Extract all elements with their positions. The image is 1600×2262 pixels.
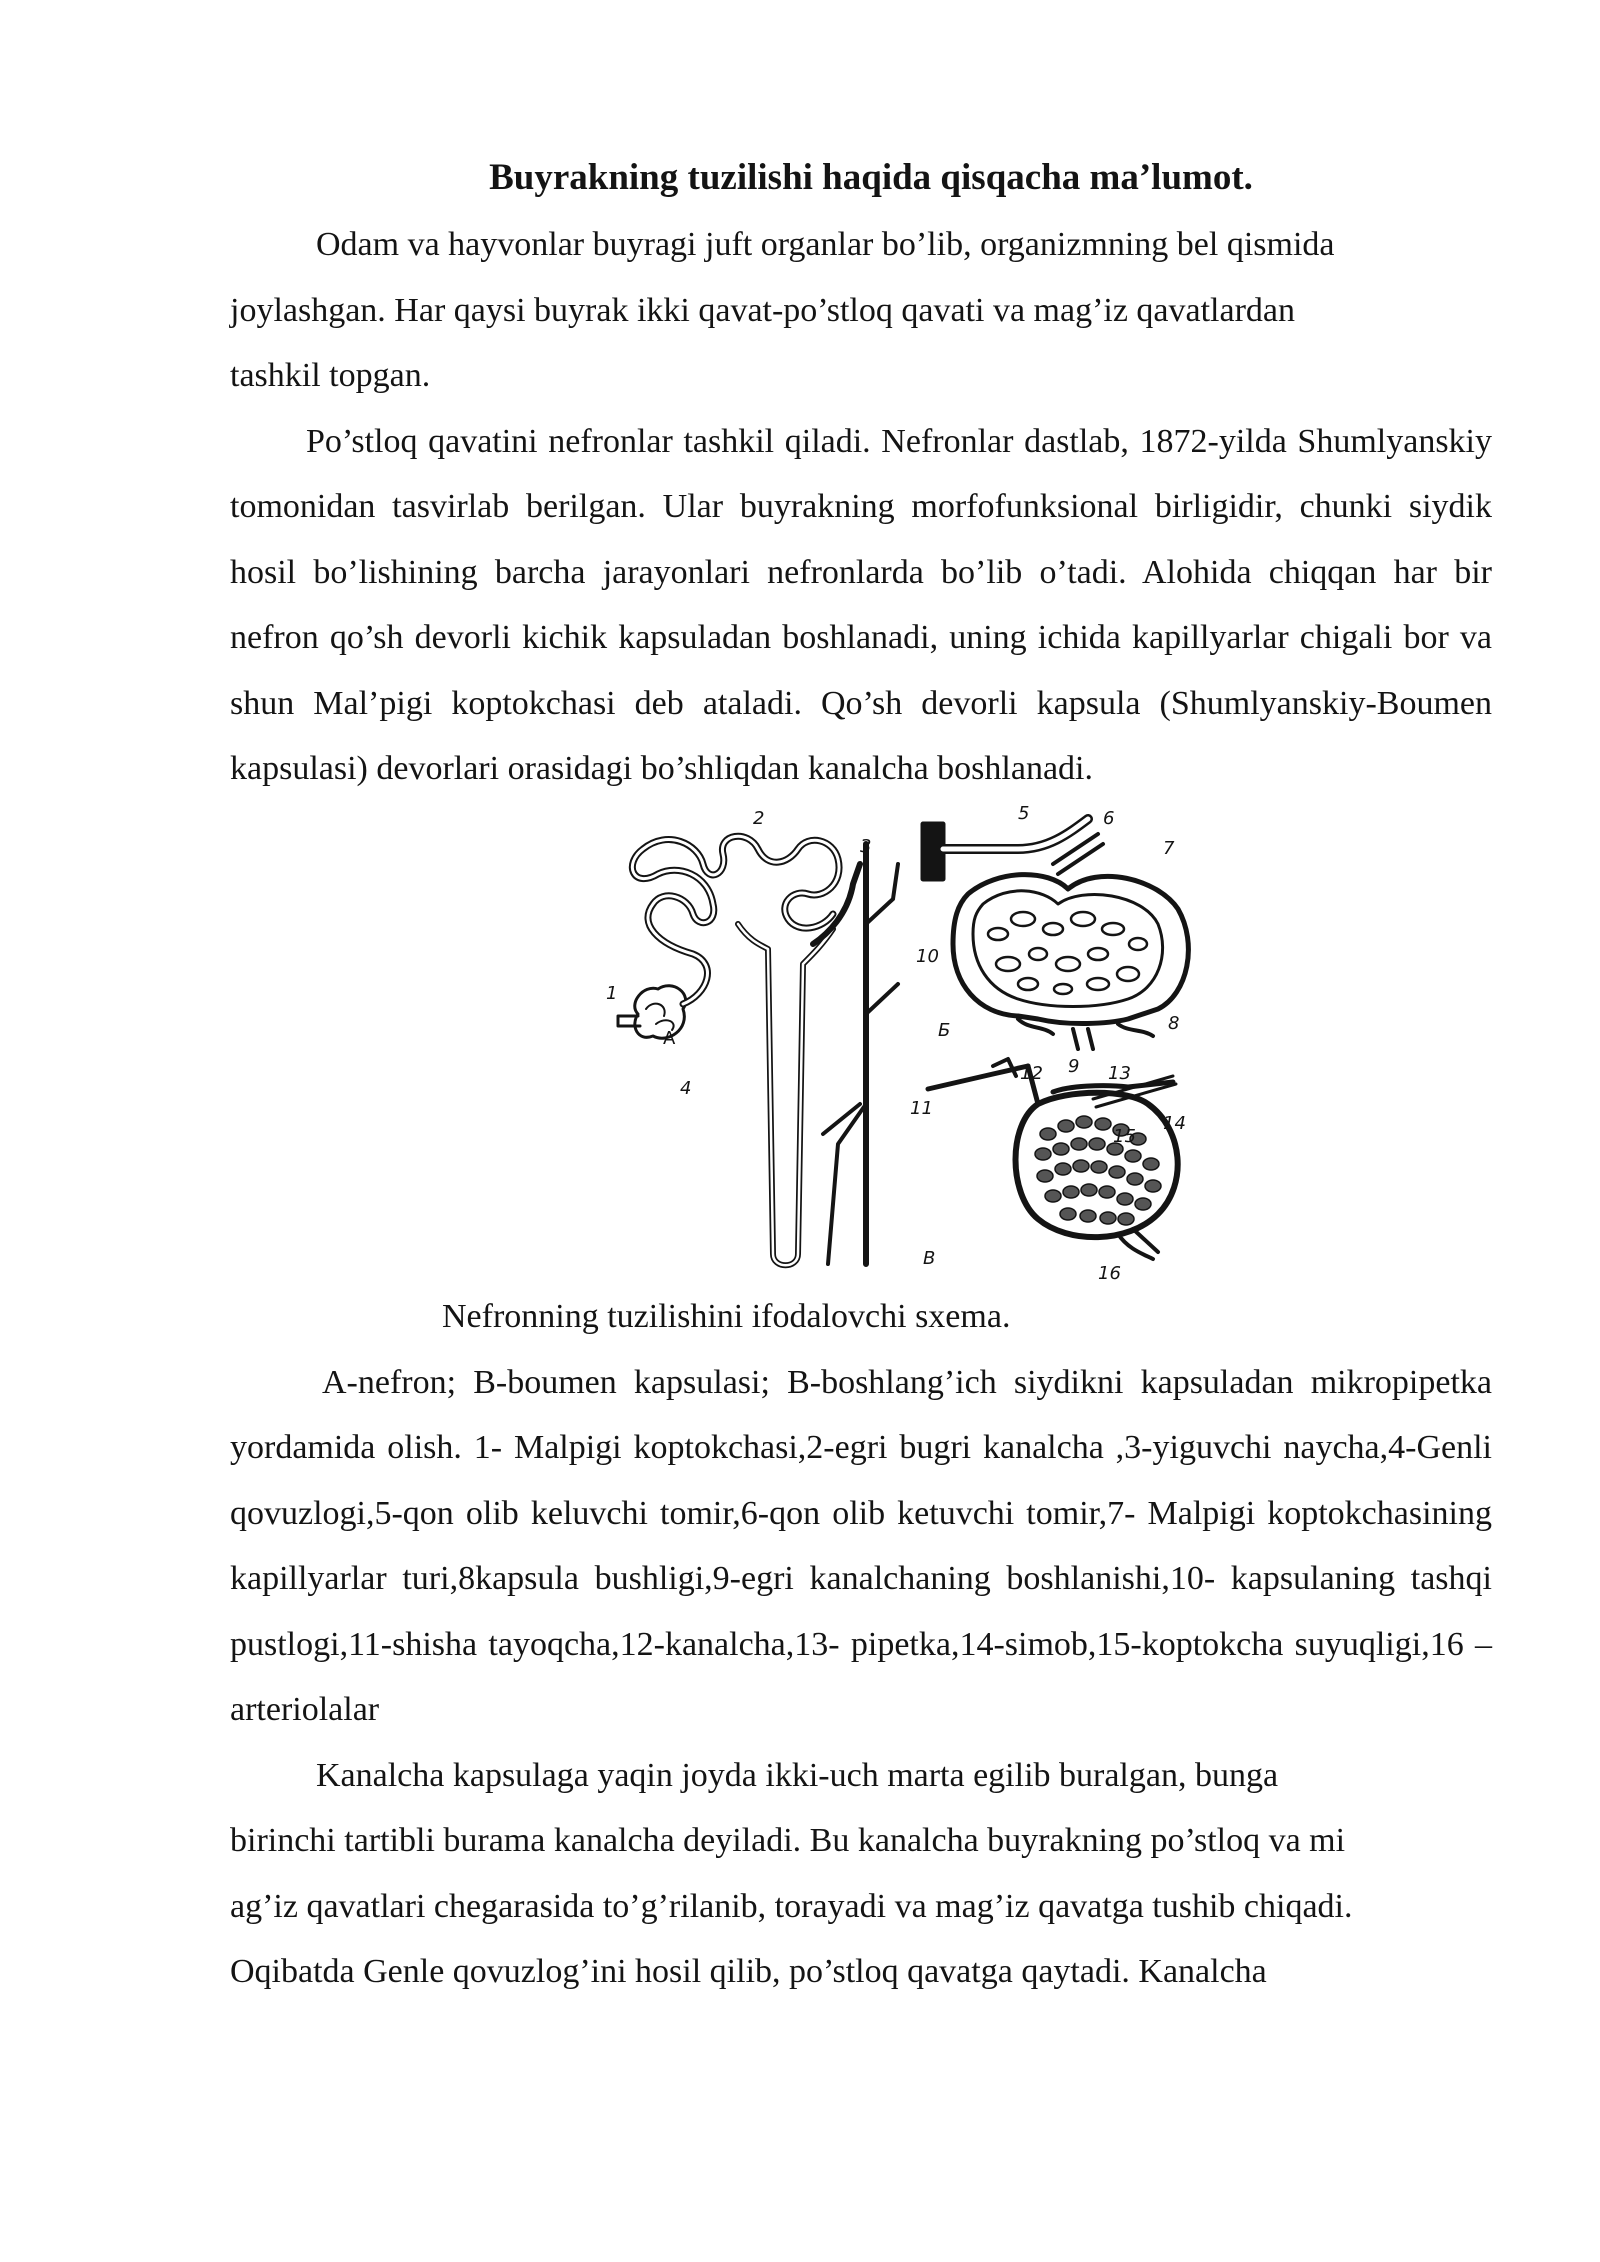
figure-label-11: 11	[910, 1097, 933, 1119]
figure-panel-b-label: Б	[938, 1019, 951, 1041]
paragraph-tubule-line-4: Oqibatda Genle qovuzlog’ini hosil qilib, po’stloq qavatga qaytadi. Kanalcha	[230, 1953, 1267, 1990]
figure-label-8: 8	[1168, 1012, 1180, 1034]
figure-label-6: 6	[1103, 807, 1115, 829]
micropipette-drawing	[928, 1059, 1178, 1259]
bowman-capsule-drawing	[923, 819, 1188, 1049]
figure-caption: Nefronning tuzilishini ifodalovchi sxema.	[442, 1297, 1011, 1335]
figure-label-12: 12	[1020, 1062, 1043, 1084]
figure-label-13: 13	[1108, 1062, 1131, 1084]
figure-label-15: 15	[1113, 1125, 1136, 1147]
figure-label-10: 10	[916, 945, 939, 967]
paragraph-intro	[230, 212, 1492, 409]
figure-label-2: 2	[753, 807, 765, 829]
nephron-tubule-drawing	[618, 836, 898, 1265]
paragraph-intro-line-2: joylashgan. Har qaysi buyrak ikki qavat-po’stloq qavati va mag’iz qavatlardan	[230, 291, 1296, 329]
figure-panel-a-label: A	[663, 1027, 676, 1049]
paragraph-tubule-line-2: birinchi tartibli burama kanalcha deyiladi. Bu kanalcha buyrakning po’stloq va mi	[230, 1822, 1346, 1859]
paragraph-tubule-line-3: ag’iz qavatlari chegarasida to’g’rilanib, torayadi va mag’iz qavatga tushib chiqadi.	[230, 1887, 1353, 1925]
figure-label-4: 4	[680, 1077, 692, 1099]
paragraph-nephrons: Po’stloq qavatini nefronlar tashkil qiladi. Nefronlar dastlab, 1872-yilda Shumlyanskiy tomonidan tasvirlab berilgan. Ular buyrakning morfofunksional birligidir, chunki siydik hosil bo’lishining barcha jarayonlari nefronlarda bo’lib o’tadi. Alohida chiqqan har bir nefron qo’sh devorli kichik kapsuladan boshlanadi, uning ichida kapillyarlar chigali bor va shun Mal’pigi koptokchasi deb ataladi. Qo’sh devorli kapsula (Shumlyanskiy-Boumen kapsulasi) devorlari orasidagi bo’shliqdan kanalcha boshlanadi.	[230, 422, 1492, 787]
figure-label-7: 7	[1163, 837, 1175, 859]
figure-label-1: 1	[606, 982, 618, 1004]
figure-label-9: 9	[1068, 1055, 1080, 1077]
nephron-diagram-svg	[598, 804, 1238, 1284]
nephron-diagram	[598, 804, 1238, 1284]
figure-panel-c-label: В	[923, 1247, 936, 1269]
figure-label-14: 14	[1163, 1112, 1186, 1134]
document-page	[230, 150, 1492, 2005]
document-title: Buyrakning tuzilishi haqida qisqacha ma’lumot.	[489, 157, 1253, 198]
figure-label-5: 5	[1018, 803, 1030, 824]
paragraph-tubule	[230, 1743, 1492, 2005]
paragraph-intro-line-3: tashkil topgan.	[230, 357, 431, 394]
paragraph-intro-line-1: Odam va hayvonlar buyragi juft organlar bo’lib, organizmning bel qismida	[316, 226, 1335, 263]
paragraph-tubule-line-1: Kanalcha kapsulaga yaqin joyda ikki-uch marta egilib buralgan, bunga	[316, 1756, 1279, 1794]
figure-label-16: 16	[1098, 1262, 1121, 1284]
figure-label-3: 3	[860, 835, 872, 857]
figure-legend: A-nefron; B-boumen kapsulasi; B-boshlang’ich siydikni kapsuladan mikropipetka yordamida olish. 1- Malpigi koptokchasi,2-egri bugri kanalcha ,3-yiguvchi naycha,4-Genli qovuzlogi,5-qon olib keluvchi tomir,6-qon olib ketuvchi tomir,7- Malpigi koptokchasining kapillyarlar turi,8kapsula bushligi,9-egri kanalchaning boshlanishi,10- kapsulaning tashqi pustlogi,11-shisha tayoqcha,12-kanalcha,13- pipetka,14-simob,15-koptokcha suyuqligi,16 –arteriolalar	[230, 1363, 1492, 1728]
